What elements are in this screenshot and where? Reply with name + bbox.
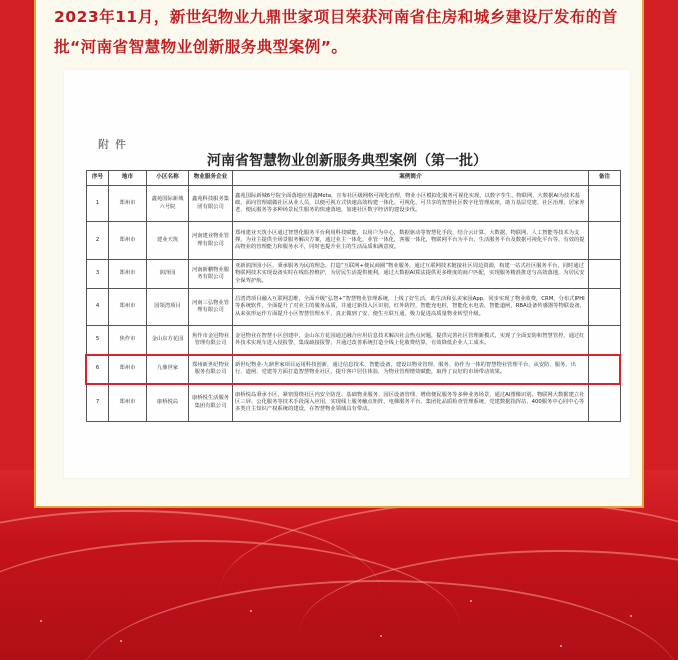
row-number: 7: [87, 384, 109, 422]
row-note: [589, 260, 621, 289]
row-note: [589, 355, 621, 384]
row-number: 1: [87, 186, 109, 222]
headline: [54, 2, 634, 62]
row-summary: 亚新润泽园小区，秉承服务为民的理念，打造“互联网+便民商圈”物业服务，通过互联网技术链接社区周边资源，构建一站式社区服务平台，同时通过物联网技术实现设备实时在线监控维护，为居民生活提供便利，通过大数据AI算法提供更多维度的商户匹配，实现服务精准推送与高效落地，为居民安全保驾护航。: [233, 260, 589, 289]
row-number: 5: [87, 326, 109, 355]
row-note: [589, 384, 621, 422]
column-header: 小区名称: [147, 171, 189, 186]
column-header: 地市: [109, 171, 147, 186]
row-company: 河南三弘物业管理有限公司: [189, 289, 233, 326]
row-community: 国领湾项目: [147, 289, 189, 326]
row-city: 焦作市: [109, 326, 147, 355]
row-summary: 金冠物业在智慧小区创建中，金山东方花园通过融合应用信息技术解决社会热点问题，提供完善社区管理新模式，实现了全面安防和智慧管控，通过红外技术实现车进入侵报警，集成疏接报警，并通过改善系统打造全线上化收费结算，有效降低企业人工成本。: [233, 326, 589, 355]
row-company: 鑫苑科技服务集团有限公司: [189, 186, 233, 222]
table-row: [87, 186, 621, 222]
row-community: 建业天筑: [147, 222, 189, 260]
headline-line-2: 批“河南省智慧物业创新服务典型案例”。: [54, 38, 348, 56]
row-company: 焦作市金冠物业管理有限公司: [189, 326, 233, 355]
row-number: 4: [87, 289, 109, 326]
row-number: 6: [87, 355, 109, 384]
headline-line-1: 2023年11月，新世纪物业九鼎世家项目荣获河南省住房和城乡建设厅发布的首: [54, 8, 618, 26]
row-city: 郑州市: [109, 289, 147, 326]
cases-table: [86, 170, 621, 422]
row-summary: 康桥悦岛秉承小区，紧密围绕社区内安全防范、基础物业服务、园区设备管理、增值便民服务等多种业务场景，通过AI图像识别、物联网大数据建立社区三屏、公化服务等技术手段深入应用，实现线上服务触点矩阵，电梯服务平台、集团化品质检查管理系统、党建数据指挥站、400服务中心同中心等多类自主知识产权系统的建设，在智慧物业领域具有带动。: [233, 384, 589, 422]
row-number: 2: [87, 222, 109, 260]
table-header-row: [87, 171, 621, 186]
table-row: [87, 384, 621, 422]
row-summary: 昌湾湾项目融入互联网思维，全面升级“弘智+”智慧物业管理系统，上线了好生活，助生活和弘美家园App，同步实现了物业收费，CRM，分布式IPHI等系统软件，全面提升了对业主的服务品质，并通过新技入区识别，红外防控，智能充电桩，智能化水电表，智能道闸，RBA设备传感器等物联设备，从来弦形运作方面提升小区智慧管理水平，真正做到了安、便生互联互通，极力促进高质量物业转型升级。: [233, 289, 589, 326]
row-community: 康桥悦岛: [147, 384, 189, 422]
column-header: 备注: [589, 171, 621, 186]
table-row: [87, 260, 621, 289]
row-community: 鑫苑国际新城六号院: [147, 186, 189, 222]
row-summary: 新世纪物业-九鼎世家项目运用科技创新，通过信息技术、智能设备，建设以物业管理、服务、协作为一体的智慧物业管理平台，从安防、服务、出行、道闸、党建等方面打造智慧物业社区，提升客户居住体验，为物业管理增效赋能，取得了良好的市场带动效果。: [233, 355, 589, 384]
row-community: 九鼎世家: [147, 355, 189, 384]
row-city: 郑州市: [109, 355, 147, 384]
column-header: 案例简介: [233, 171, 589, 186]
table-row: [87, 326, 621, 355]
row-number: 3: [87, 260, 109, 289]
row-note: [589, 289, 621, 326]
row-note: [589, 186, 621, 222]
row-community: 金山东方花园: [147, 326, 189, 355]
row-community: 润泽园: [147, 260, 189, 289]
row-city: 郑州市: [109, 222, 147, 260]
document-scan: [64, 70, 630, 478]
attachment-label: 附件: [98, 138, 132, 151]
row-note: [589, 222, 621, 260]
document-title: 河南省智慧物业创新服务典型案例（第一批）: [207, 153, 487, 169]
row-summary: 鑫苑国际新城6号院全面落地应用鑫Meta，宣布社区级网格可视化治理，物业小区模拟化服务可视化实现，以数字孪生、物联网、大数据AI为技术基础，面向管理端做社区从业人员，以便可视方式快速高效构建一体化、可视化、可共享的智慧社区数字化管理底座，助力基层党建、社区治理、居家养老、便民服务等多种场景民生服务的快速落地，加速社区数字经济的建设步伐。: [233, 186, 589, 222]
row-city: 郑州市: [109, 186, 147, 222]
row-company: 河南建业物业管理有限公司: [189, 222, 233, 260]
row-company: 郑州新世纪物业服务有限公司: [189, 355, 233, 384]
row-summary: 郑州建业天筑小区通过智慧化服务平台利用科技赋能，以用户为中心，数据驱动等智慧化手段，结合云计算、大数据、物联网、人工智能等技术为支撑，为业主提供全场景服务解决方案，通过业主一体化，业管一体化，客服一体化，物联网平台为平台，生活服务平台及数据可视化平台等，有效的提高物业的管理能力和服务水平，同时也提升业主的生活品质和满意度。: [233, 222, 589, 260]
row-city: 郑州市: [109, 384, 147, 422]
row-city: 郑州市: [109, 260, 147, 289]
row-company: 河南新鹏物业服务有限公司: [189, 260, 233, 289]
table-row: [87, 222, 621, 260]
table-row: [87, 289, 621, 326]
column-header: 序号: [87, 171, 109, 186]
column-header: 物业服务企业: [189, 171, 233, 186]
row-note: [589, 326, 621, 355]
row-company: 康桥悦生活服务集团有限公司: [189, 384, 233, 422]
table-row-highlighted: [87, 355, 621, 384]
